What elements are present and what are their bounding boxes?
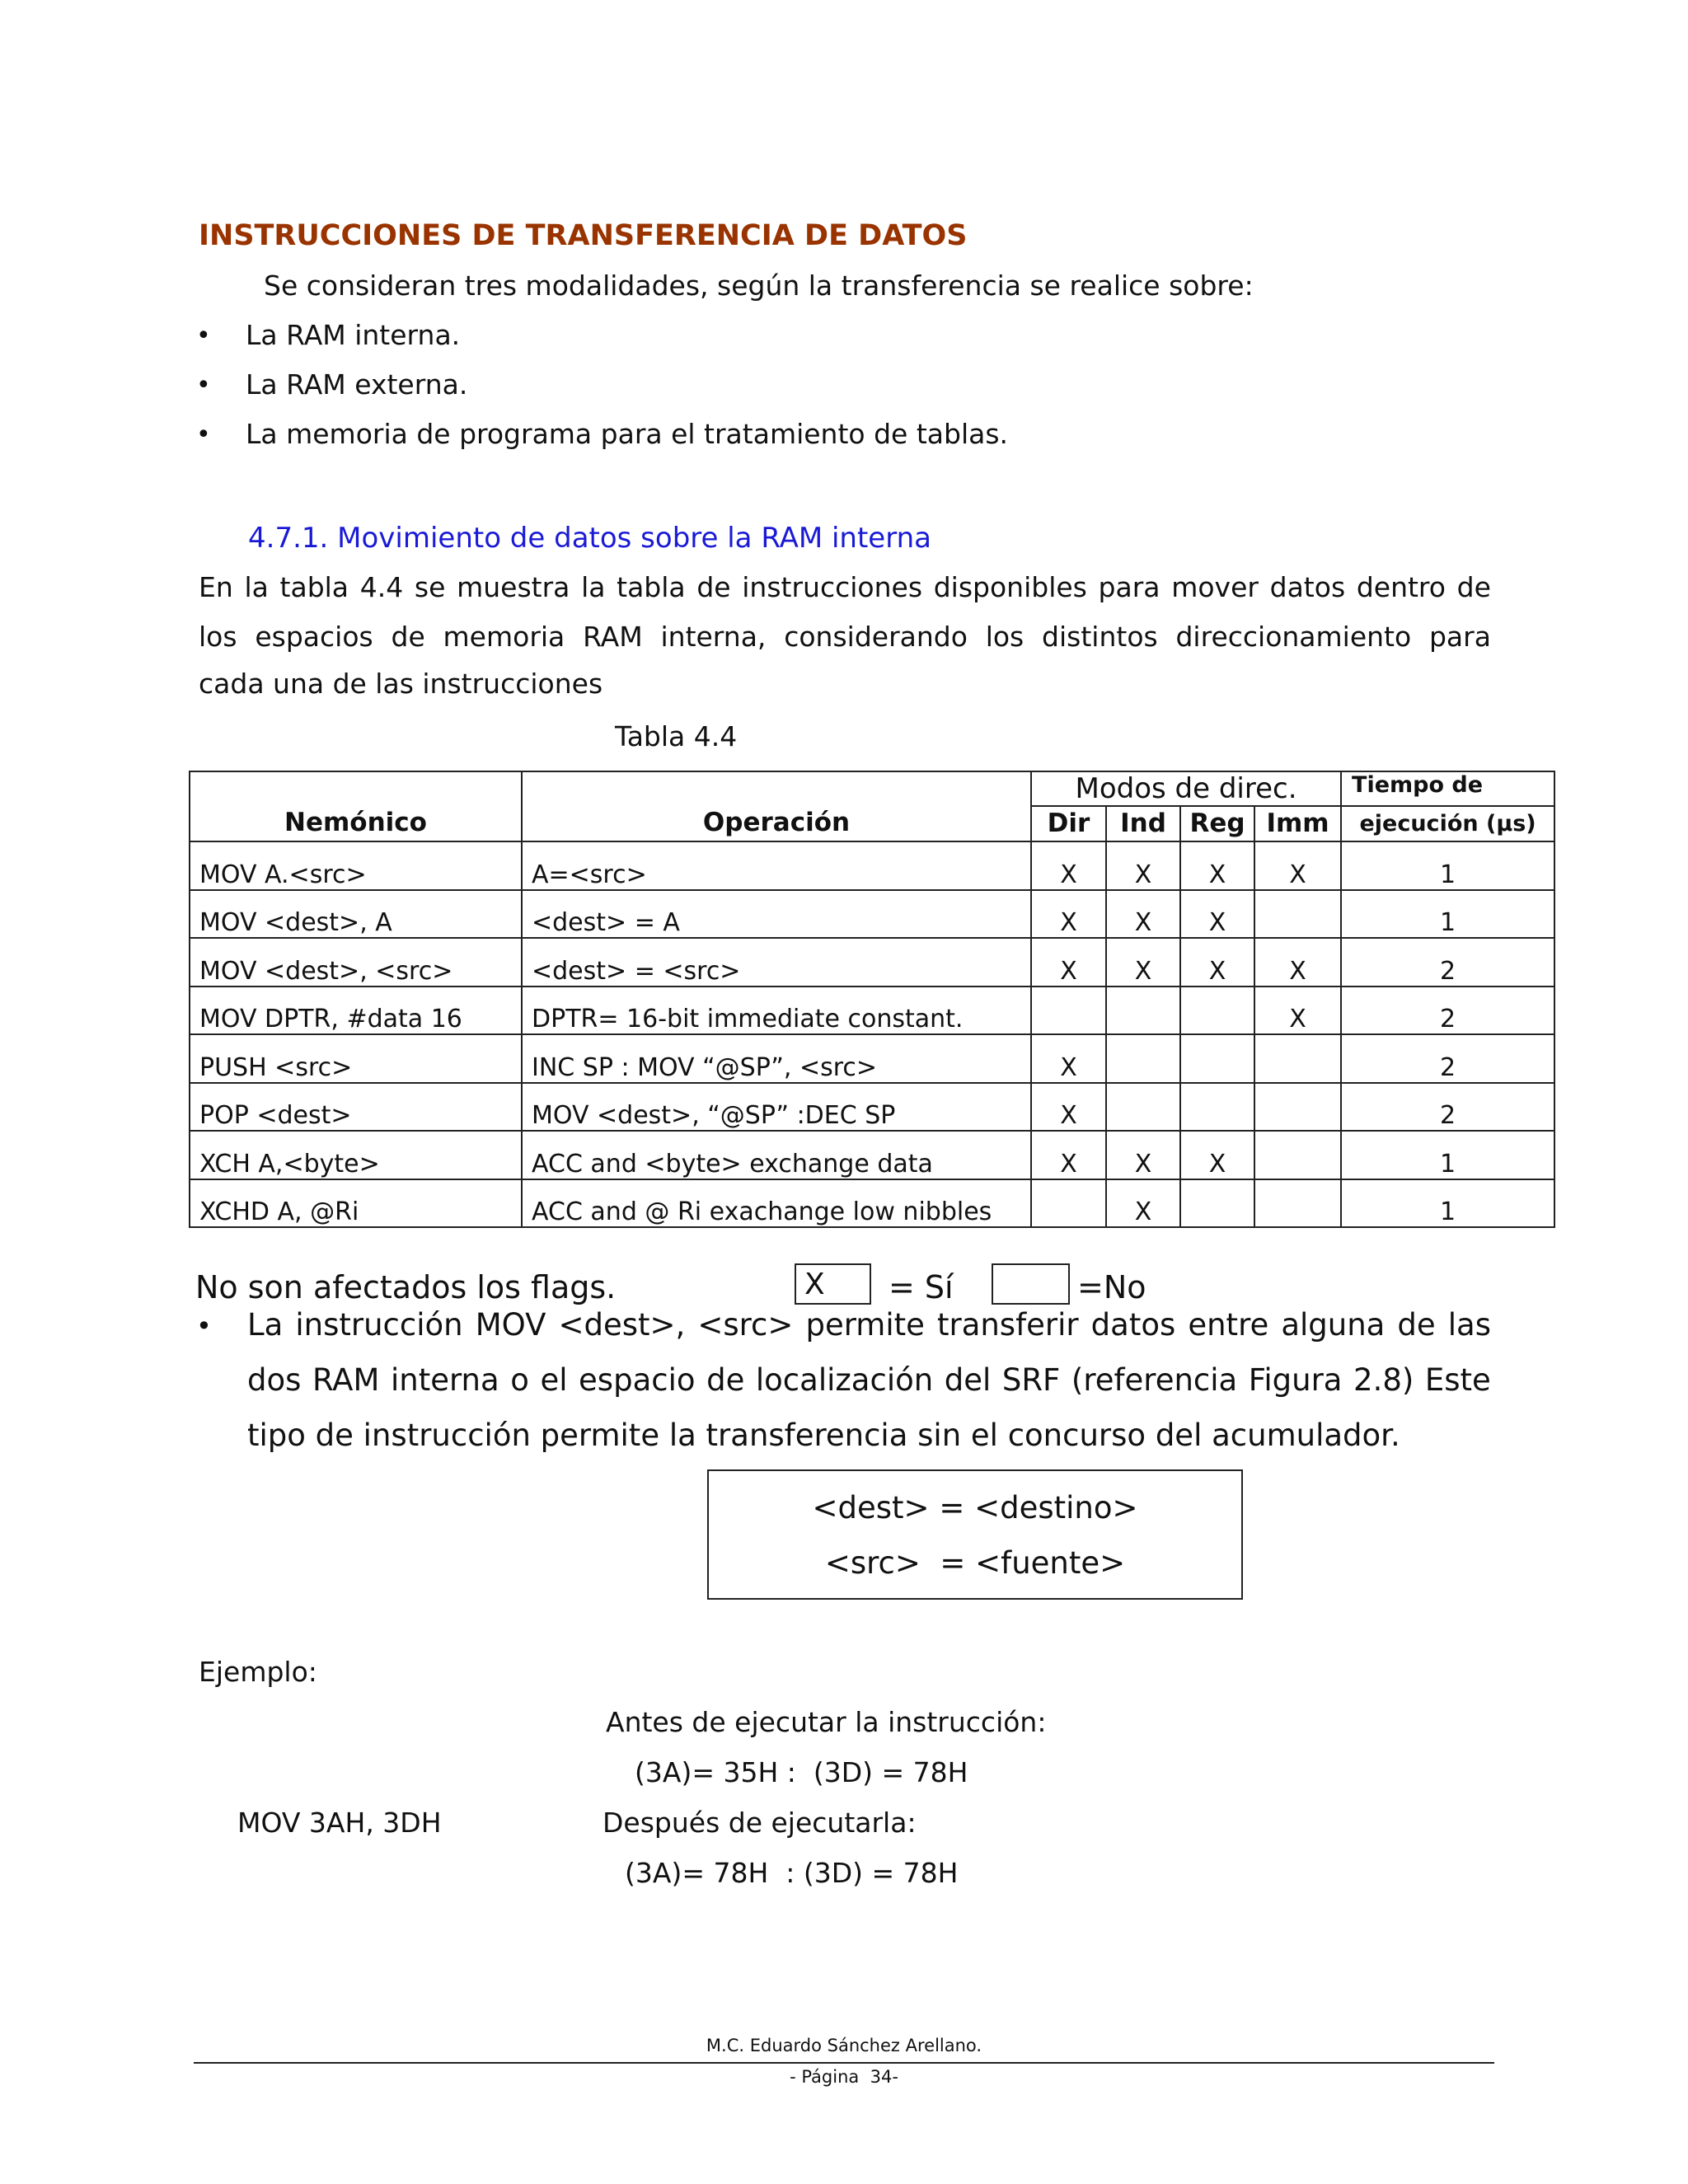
footer-author: M.C. Eduardo Sánchez Arellano. [706,2036,982,2055]
legend-no-label: =No [1077,1269,1146,1305]
paragraph-line [199,571,1491,603]
cell-dir: X [1031,890,1106,938]
cell-time: 1 [1341,1131,1554,1179]
word: MOV [475,1307,546,1343]
cell-imm: X [1254,841,1341,890]
word: para [1098,571,1160,603]
cell-mnemonic: MOV <dest>, <src> [190,938,522,986]
word: de [696,571,731,603]
cell-time: 2 [1341,1083,1554,1131]
flags-note: No son afectados los flags. [195,1269,617,1305]
cell-reg: X [1180,841,1254,890]
word: 4.4 [359,571,404,603]
cell-time: 2 [1341,1034,1554,1082]
word: 2.8) [1353,1362,1414,1398]
table-row [190,987,1554,1034]
word: de [391,621,425,653]
subsection-heading: 4.7.1. Movimiento de datos sobre la RAM interna [248,522,931,555]
word: interna, [660,621,767,653]
bullet-item: La memoria de programa para el tratamiento de tablas. [246,418,1009,450]
cell-mnemonic: XCHD A, @Ri [190,1179,522,1227]
word: para [1428,621,1491,653]
table-row [190,1131,1554,1179]
definition-dest: <dest> = <destino> [812,1490,1138,1526]
mov-paragraph-line: tipo de instrucción permite la transferencia sin el concurso del acumulador. [247,1418,1400,1453]
cell-imm: X [1254,938,1341,986]
word: disponibles [933,571,1087,603]
word: tabla [279,571,349,603]
bullet-dot: • [196,420,211,449]
word: espacio [579,1362,696,1398]
intro-text: Se consideran tres modalidades, según la transferencia se realice sobre: [264,269,1254,302]
cell-dir: X [1031,1131,1106,1179]
word: entre [1188,1307,1269,1343]
word: dos [247,1362,302,1398]
word: de [1397,1307,1436,1343]
paragraph-line [199,621,1491,653]
word: los [199,621,237,653]
cell-imm: X [1254,987,1341,1034]
header-time-line2: ejecución (µs) [1341,806,1554,841]
word: permite [805,1307,925,1343]
mov-paragraph-line [247,1362,1491,1398]
word: En [199,571,233,603]
cell-time: 1 [1341,1179,1554,1227]
header-modes: Modos de direc. [1031,771,1341,806]
legend-yes-label: = Sí [889,1269,954,1305]
legend-x-mark: X [804,1268,825,1301]
word: muestra [457,571,570,603]
example-instruction: MOV 3AH, 3DH [237,1807,442,1839]
legend-box-no [992,1263,1070,1305]
cell-reg: X [1180,1131,1254,1179]
cell-reg: X [1180,938,1254,986]
header-dir: Dir [1031,806,1106,841]
word: SRF [1001,1362,1061,1398]
mov-paragraph-line [247,1307,1491,1343]
cell-operation: ACC and <byte> exchange data [522,1131,1031,1179]
bullet-dot: • [196,371,211,400]
word: instrucciones [742,571,923,603]
example-before-label: Antes de ejecutar la instrucción: [606,1706,1047,1738]
cell-dir [1031,987,1106,1034]
cell-imm [1254,1179,1341,1227]
cell-operation: ACC and @ Ri exachange low nibbles [522,1179,1031,1227]
word: localización [755,1362,934,1398]
table-row [190,890,1554,938]
header-mnemonic: Nemónico [190,771,522,841]
word: datos [1090,1307,1176,1343]
word: espacios [255,621,373,653]
cell-ind: X [1106,841,1180,890]
bullet-item: La RAM externa. [246,368,468,401]
header-operation: Operación [522,771,1031,841]
cell-imm [1254,1131,1341,1179]
cell-operation: A=<src> [522,841,1031,890]
word: mover [1171,571,1259,603]
cell-dir: X [1031,1083,1106,1131]
word: datos [1269,571,1346,603]
cell-mnemonic: POP <dest> [190,1083,522,1131]
word: la [581,571,606,603]
header-reg: Reg [1180,806,1254,841]
cell-ind: X [1106,938,1180,986]
word: los [985,621,1025,653]
cell-mnemonic: XCH A,<byte> [190,1131,522,1179]
cell-dir: X [1031,841,1106,890]
word: instrucción [295,1307,463,1343]
cell-ind [1106,1034,1180,1082]
word: Figura [1248,1362,1343,1398]
bullet-dot: • [196,321,211,350]
cell-dir: X [1031,1034,1106,1082]
word: de [1456,571,1491,603]
cell-ind: X [1106,1179,1180,1227]
cell-reg [1180,1034,1254,1082]
word: direccionamiento [1175,621,1412,653]
cell-operation: DPTR= 16-bit immediate constant. [522,987,1031,1034]
bullet-item: La RAM interna. [246,319,461,351]
table-row [190,841,1554,890]
cell-reg [1180,987,1254,1034]
table-row [190,1083,1554,1131]
word: se [414,571,446,603]
cell-mnemonic: MOV <dest>, A [190,890,522,938]
table-row [190,1179,1554,1227]
word: La [247,1307,284,1343]
table-row [190,938,1554,986]
word: dentro [1356,571,1446,603]
example-label: Ejemplo: [199,1656,317,1688]
cell-operation: MOV <dest>, “@SP” :DEC SP [522,1083,1031,1131]
cell-dir [1031,1179,1106,1227]
cell-time: 2 [1341,987,1554,1034]
table-caption: Tabla 4.4 [615,720,738,752]
legend-box-yes [795,1263,871,1305]
cell-ind: X [1106,890,1180,938]
header-imm: Imm [1254,806,1341,841]
bullet-dot: • [196,1310,212,1342]
word: del [944,1362,992,1398]
paragraph-line: cada una de las instrucciones [199,668,603,700]
word: las [1447,1307,1491,1343]
cell-mnemonic: MOV A.<src> [190,841,522,890]
header-time-line1: Tiempo de [1341,771,1554,806]
header-ind: Ind [1106,806,1180,841]
cell-imm [1254,890,1341,938]
word: de [706,1362,745,1398]
cell-dir: X [1031,938,1106,986]
word: la [244,571,269,603]
cell-time: 1 [1341,841,1554,890]
cell-operation: INC SP : MOV “@SP”, <src> [522,1034,1031,1082]
word: (referencia [1071,1362,1238,1398]
word: RAM [583,621,643,653]
definitions-box [707,1469,1243,1600]
table-row [190,1034,1554,1082]
word: RAM [312,1362,380,1398]
cell-ind: X [1106,1131,1180,1179]
cell-imm [1254,1083,1341,1131]
footer-rule [194,2062,1494,2064]
word: interna [390,1362,499,1398]
word: <src> [697,1307,794,1343]
cell-operation: <dest> = A [522,890,1031,938]
footer-page-number: - Página 34- [790,2067,898,2087]
cell-mnemonic: MOV DPTR, #data 16 [190,987,522,1034]
cell-reg [1180,1179,1254,1227]
definition-src: <src> = <fuente> [824,1545,1126,1581]
example-after-label: Después de ejecutarla: [603,1807,917,1839]
cell-operation: <dest> = <src> [522,938,1031,986]
cell-reg [1180,1083,1254,1131]
cell-ind [1106,987,1180,1034]
word: tabla [617,571,686,603]
cell-imm [1254,1034,1341,1082]
word: el [540,1362,568,1398]
cell-mnemonic: PUSH <src> [190,1034,522,1082]
section-heading: INSTRUCCIONES DE TRANSFERENCIA DE DATOS [199,219,968,252]
word: distintos [1042,621,1158,653]
cell-reg: X [1180,890,1254,938]
word: <dest>, [558,1307,686,1343]
example-before-values: (3A)= 35H : (3D) = 78H [635,1756,968,1788]
word: considerando [784,621,968,653]
word: Este [1424,1362,1491,1398]
word: o [510,1362,529,1398]
word: alguna [1281,1307,1386,1343]
cell-time: 1 [1341,890,1554,938]
word: memoria [443,621,565,653]
instruction-table [189,771,1555,1228]
cell-ind [1106,1083,1180,1131]
cell-time: 2 [1341,938,1554,986]
example-after-values: (3A)= 78H : (3D) = 78H [625,1857,959,1889]
word: transferir [936,1307,1079,1343]
